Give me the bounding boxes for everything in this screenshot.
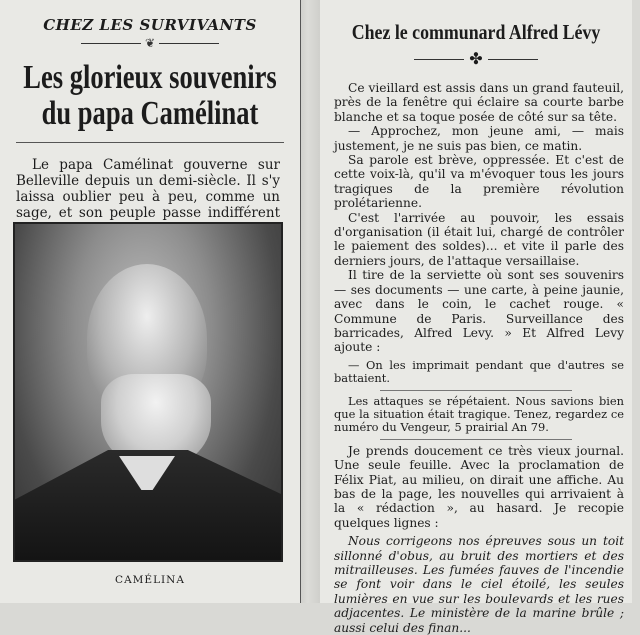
ornament-rule: ❦ [0, 36, 300, 52]
right-column [320, 0, 632, 635]
left-column [0, 0, 300, 603]
section-kicker: CHEZ LES SURVIVANTS [43, 16, 257, 34]
paragraph: Je prends doucement ce très vieux journal. Une seule feuille. Avec la proclamation de Félix Piat, au milieu, on dirait une affiche. Au bas de la page, les nouvelles qui arrivaient à la « rédaction », au hasard. Je recopie quelques lignes : [334, 443, 624, 530]
article-headline: Les glorieux souvenirs du papa Camélinat [23, 59, 277, 132]
paragraph: Sa parole est brève, oppressée. Et c'est de cette voix-là, qu'il va m'évoquer tous les jours tragiques de la première révolution prolétarienne. [334, 153, 624, 211]
paragraph: C'est l'arrivée au pouvoir, les essais d'organisation (il était lui, chargé de contrôler le paiement des soldes)... et vite il parle des derniers jours, de l'attaque versaillaise. [334, 210, 624, 268]
quoted-excerpt: Nous corrigeons nos épreuves sous un toit sillonné d'obus, au bruit des mortiers et des mitrailleuses. Les fumées fauves de l'incendie se font voir dans le ciel étoilé, les seules lumières en vue sur les boulevards et les rues adjacentes. Le ministère de la marine brûle ; aussi celui des finan... [334, 534, 624, 635]
paragraph: Ce vieillard est assis dans un grand fauteuil, près de la fenêtre qui éclaire sa courte barbe blanche et sa toque posée de côté sur sa tête. [334, 81, 624, 124]
divider [16, 142, 284, 143]
paragraph: Les attaques se répétaient. Nous savions bien que la situation était tragique. Tenez, regardez ce numéro du Vengeur, 5 prairial An 79. [334, 393, 624, 435]
paragraph: — On les imprimait pendant que d'autres se battaient. [334, 357, 624, 386]
article-title: Chez le communard Alfred Lévy [351, 20, 601, 44]
paragraph: Il tire de la serviette où sont ses souvenirs — ses documents — une carte, à peine jaunie, avec dans le coin, le cachet rouge. « Commune de Paris. Surveillance des barricades, Alfred Levy. » Et Alfred Levy ajoute : [334, 268, 624, 355]
photo-caption: CAMÉLINA [115, 574, 185, 586]
divider [380, 390, 572, 391]
paragraph: — Approchez, mon jeune ami, — mais justement, je ne suis pas bien, ce matin. [334, 124, 624, 153]
portrait-photo [13, 222, 283, 562]
ornament-rule: ✤ [320, 49, 632, 63]
column-rule [300, 0, 301, 603]
article-lead: Le papa Camélinat gouverne sur Belleville depuis un demi-siècle. Il s'y laissa oublier peu à peu, comme un sage, et son peuple passe indifférent [16, 157, 280, 221]
divider [380, 439, 572, 440]
page-gutter [300, 0, 320, 603]
